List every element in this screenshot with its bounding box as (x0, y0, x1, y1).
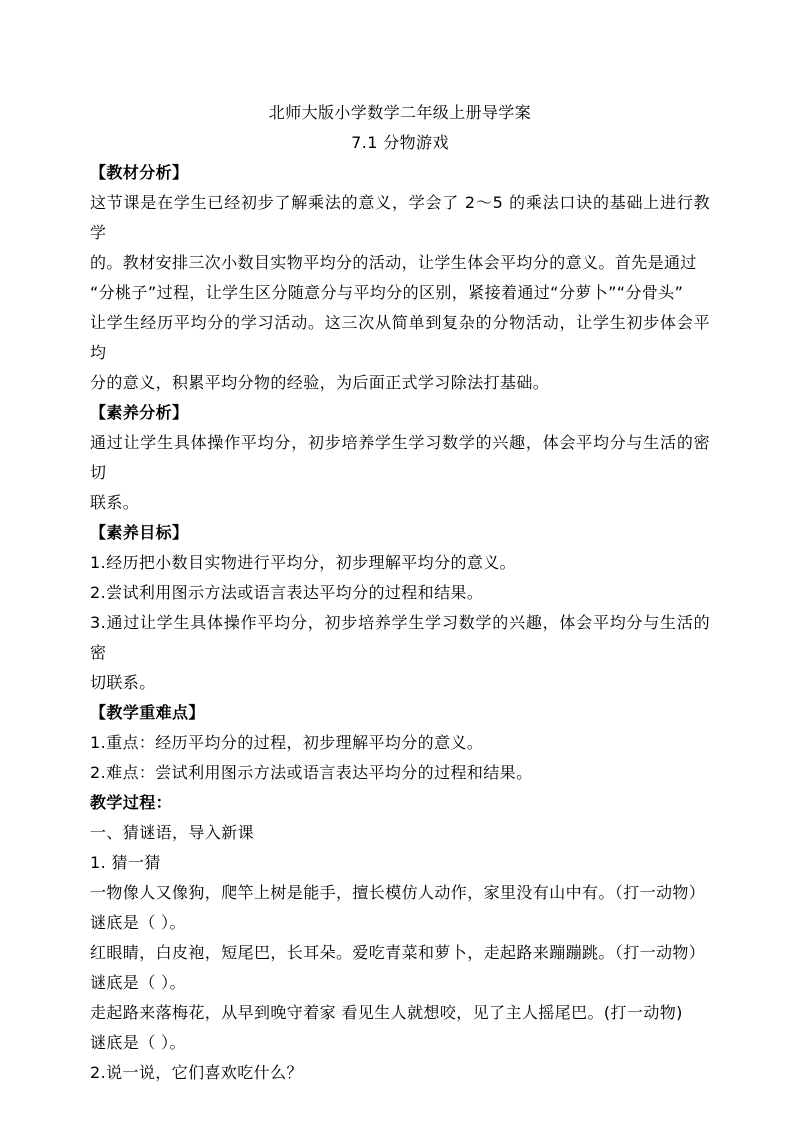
text-line: 让学生经历平均分的学习活动。这三次从简单到复杂的分物活动，让学生初步体会平均 (90, 313, 710, 362)
key-difficult-points-list (90, 728, 710, 788)
material-analysis-paragraph (90, 188, 710, 398)
text-line: 2.说一说，它们喜欢吃什么？ (90, 1063, 303, 1082)
document-content (90, 98, 710, 1088)
list-item: 切联系。 (90, 673, 156, 692)
text-line: 通过让学生具体操作平均分，初步培养学生学习数学的兴趣，体会平均分与生活的密切 (90, 433, 710, 482)
text-line: 谜底是（ ）。 (90, 913, 186, 932)
text-line: 联系。 (90, 493, 140, 512)
teaching-process-body (90, 818, 710, 1088)
list-item: 3.通过让学生具体操作平均分，初步培养学生学习数学的兴趣，体会平均分与生活的密 (90, 613, 710, 662)
text-line: 的。教材安排三次小数目实物平均分的活动，让学生体会平均分的意义。首先是通过 (90, 253, 697, 272)
text-line: 红眼睛，白皮袍，短尾巴，长耳朵。爱吃青菜和萝卜，走起路来蹦蹦跳。（打一动物） (90, 943, 706, 962)
lesson-subtitle: 7.1 分物游戏 (351, 133, 449, 152)
text-line: 这节课是在学生已经初步了解乘法的意义，学会了 2～5 的乘法口诀的基础上进行教学 (90, 193, 710, 242)
text-line: 谜底是（ ）。 (90, 1033, 186, 1052)
text-line: 一、猜谜语，导入新课 (90, 823, 255, 842)
literacy-analysis-paragraph (90, 428, 710, 518)
text-line: 1. 猜一猜 (90, 853, 161, 872)
document-title: 北师大版小学数学二年级上册导学案 (268, 103, 532, 122)
teaching-process-heading: 教学过程： (90, 793, 173, 812)
text-line: 分的意义，积累平均分物的经验，为后面正式学习除法打基础。 (90, 373, 550, 392)
text-line: 一物像人又像狗，爬竿上树是能手，擅长模仿人动作，家里没有山中有。（打一动物） (90, 883, 706, 902)
literacy-goals-list (90, 548, 710, 698)
literacy-analysis-heading: 【素养分析】 (90, 403, 189, 422)
key-difficult-points-heading: 【教学重难点】 (90, 703, 205, 722)
text-line: “分桃子”过程，让学生区分随意分与平均分的区别，紧接着通过“分萝卜”“分骨头” (90, 283, 684, 302)
list-item: 2.尝试利用图示方法或语言表达平均分的过程和结果。 (90, 583, 484, 602)
list-item: 1.经历把小数目实物进行平均分，初步理解平均分的意义。 (90, 553, 517, 572)
list-item: 2.难点：尝试利用图示方法或语言表达平均分的过程和结果。 (90, 763, 533, 782)
material-analysis-heading: 【教材分析】 (90, 163, 189, 182)
literacy-goals-heading: 【素养目标】 (90, 523, 189, 542)
list-item: 1.重点：经历平均分的过程，初步理解平均分的意义。 (90, 733, 484, 752)
text-line: 谜底是（ ）。 (90, 973, 186, 992)
text-line: 走起路来落梅花，从早到晚守着家 看见生人就想咬，见了主人摇尾巴。(打一动物) (90, 1003, 683, 1022)
